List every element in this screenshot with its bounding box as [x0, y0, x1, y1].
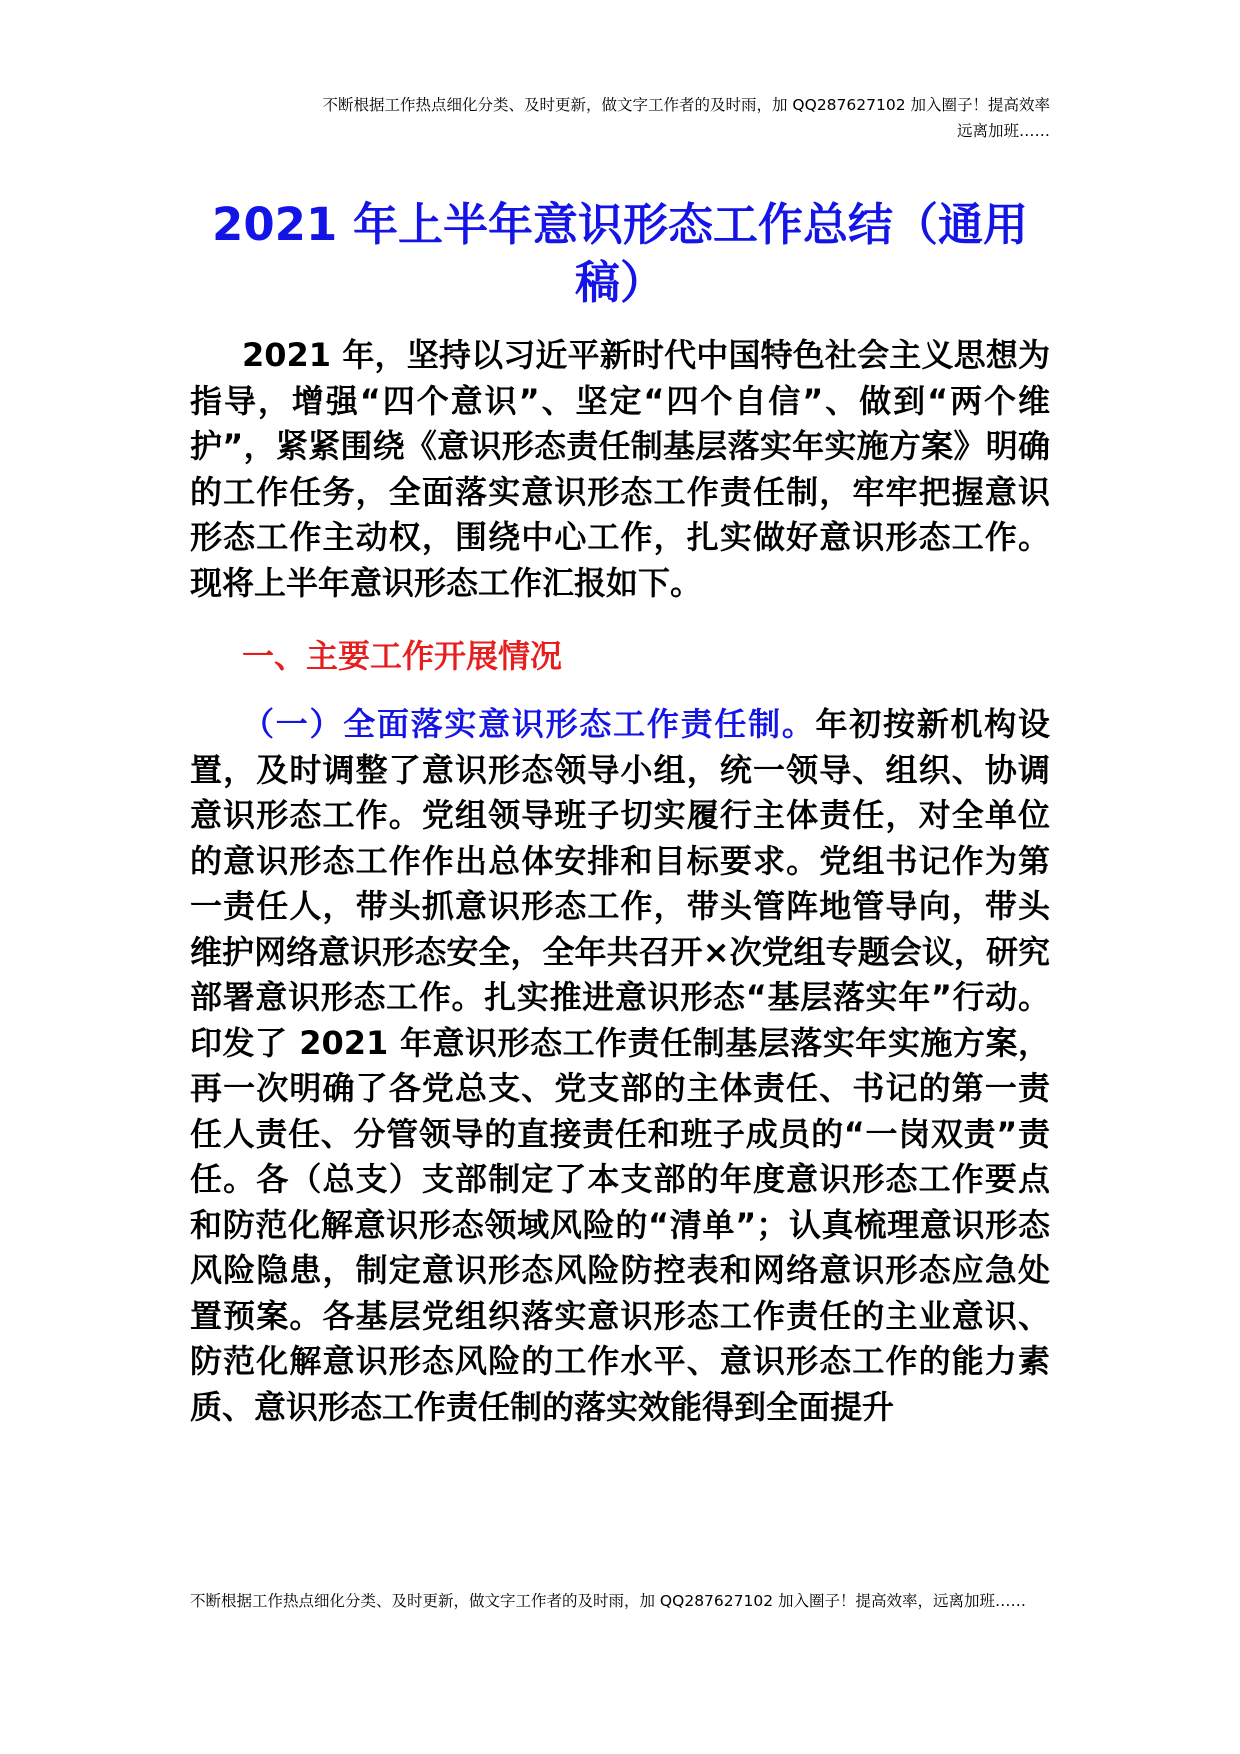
subsection-text: 年初按新机构设置，及时调整了意识形态领导小组，统一领导、组织、协调意识形态工作。党组领导班子切实履行主体责任，对全单位的意识形态工作作出总体安排和目标要求。党组书记作为第一责任人，带头抓意识形态工作，带头管阵地管导向，带头维护网络意识形态安全，全年共召开×次党组专题会议，研究部署意识形态工作。扎实推进意识形态“基层落实年”行动。印发了 2021 年意识形态工作责任制基层落实年实施方案，再一次明确了各党总支、党支部的主体责任、书记的第一责任人责任、分管领导的直接责任和班子成员的“一岗双责”责任。各（总支）支部制定了本支部的年度意识形态工作要点和防范化解意识形态领域风险的“清单”；认真梳理意识形态风险隐患，制定意识形态风险防控表和网络意识形态应急处置预案。各基层党组织落实意识形态工作责任的主业意识、防范化解意识形态风险的工作水平、意识形态工作的能力素质、意识形态工作责任制的落实效能得到全面提升: [190, 705, 1050, 1426]
section-heading: 一、主要工作开展情况: [242, 637, 563, 675]
page-footer: 不断根据工作热点细化分类、及时更新，做文字工作者的及时雨，加 QQ287627102 加入圈子！提高效率，远离加班……: [190, 1592, 1027, 1610]
header-line-2: 远离加班……: [956, 122, 1050, 140]
title-line-2: 稿）: [574, 256, 665, 309]
title-line-1: 2021 年上半年意识形态工作总结（通用: [212, 198, 1028, 251]
intro-paragraph: 2021 年，坚持以习近平新时代中国特色社会主义思想为指导，增强“四个意识”、坚定“四个自信”、做到“两个维护”，紧紧围绕《意识形态责任制基层落实年实施方案》明确的工作任务，全面落实意识形态工作责任制，牢牢把握意识形态工作主动权，围绕中心工作，扎实做好意识形态工作。现将上半年意识形态工作汇报如下。: [190, 336, 1050, 602]
header-line-1: 不断根据工作热点细化分类、及时更新，做文字工作者的及时雨，加 QQ287627102 加入圈子！提高效率: [322, 96, 1050, 114]
body-paragraph-1: [190, 702, 1050, 1430]
document-title: [190, 196, 1050, 312]
page-header: [190, 92, 1050, 144]
subsection-heading: （一）全面落实意识形态工作责任制。: [242, 705, 816, 743]
